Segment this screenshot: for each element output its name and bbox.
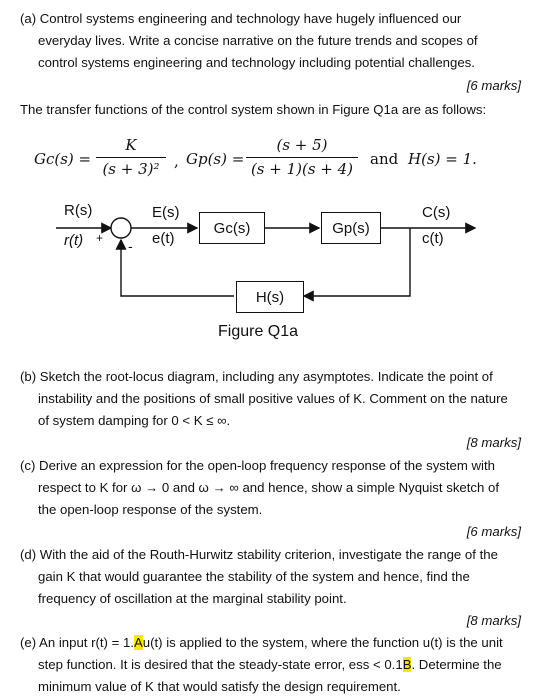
part-d-marks: [8 marks] [466, 613, 521, 628]
part-a-line2: everyday lives. Write a concise narrative on the future trends and scopes of [38, 33, 478, 48]
eq-and: and [370, 150, 399, 168]
c-t-label: c(t) [422, 230, 444, 247]
e-t-label: e(t) [152, 230, 175, 247]
gp-denominator: (s + 1)(s + 4) [250, 160, 354, 178]
part-e-line2-b: . Determine the [411, 657, 502, 672]
h-eq: H(s) = 1. [408, 150, 477, 168]
minus-sign: - [128, 238, 133, 254]
eq-comma: , [174, 152, 179, 170]
gp-fraction [246, 136, 358, 178]
gc-lhs: Gc(s) = [34, 150, 92, 168]
part-e [20, 632, 540, 698]
r-s-label: R(s) [64, 202, 93, 219]
part-e-line1-a: (e) An input r(t) = 1. [20, 635, 134, 650]
part-e-line1-b: u(t) is applied to the system, where the function u(t) is the unit [142, 635, 503, 650]
intro-text: The transfer functions of the control system shown in Figure Q1a are as follows: [20, 102, 487, 117]
part-d [20, 544, 540, 610]
figure-caption: Figure Q1a [218, 323, 299, 340]
part-b-line2: instability and the positions of small positive values of K. Comment on the nature [38, 391, 508, 406]
part-a-line1: (a) Control systems engineering and technology have hugely influenced our [20, 11, 462, 26]
gc-denominator: (s + 3)² [102, 160, 160, 178]
part-b-marks: [8 marks] [466, 435, 521, 450]
part-b [20, 366, 540, 432]
c-s-label: C(s) [422, 204, 451, 221]
part-a [20, 8, 540, 74]
part-d-line3: frequency of oscillation at the marginal stability point. [38, 591, 347, 606]
highlight-b: B [402, 657, 412, 672]
gp-block: Gp(s) [321, 212, 381, 244]
r-t-label: r(t) [64, 232, 84, 249]
gc-block: Gc(s) [199, 212, 265, 244]
gc-fraction [96, 136, 166, 178]
part-e-line3: minimum value of K that would satisfy the design requirement. [38, 679, 401, 694]
highlight-a: A [133, 635, 143, 650]
part-d-line2: gain K that would guarantee the stability of the system and hence, find the [38, 569, 470, 584]
summing-junction [111, 218, 131, 238]
part-c-line2: respect to K for ω → 0 and ω → ∞ and hence, show a simple Nyquist sketch of [38, 480, 499, 495]
part-e-line2-a: step function. It is desired that the steady-state error, ess < 0.1 [38, 657, 403, 672]
part-a-marks: [6 marks] [466, 78, 521, 93]
gp-lhs: Gp(s) = [186, 150, 245, 168]
gc-numerator: K [96, 136, 166, 158]
plus-sign: + [96, 231, 104, 245]
part-c-marks: [6 marks] [466, 524, 521, 539]
h-block: H(s) [236, 281, 304, 313]
gp-numerator: (s + 5) [246, 136, 358, 158]
part-a-line3: control systems engineering and technology including potential challenges. [38, 55, 475, 70]
part-e-line2 [20, 654, 540, 676]
part-b-line1: (b) Sketch the root-locus diagram, including any asymptotes. Indicate the point of [20, 369, 493, 384]
figure-q1a [0, 190, 551, 355]
part-b-line3: of system damping for 0 < K ≤ ∞. [38, 413, 231, 428]
part-d-line1: (d) With the aid of the Routh-Hurwitz stability criterion, investigate the range of the [20, 547, 498, 562]
e-s-label: E(s) [152, 204, 180, 221]
part-c-line3: the open-loop response of the system. [38, 502, 263, 517]
feedback-path-left [121, 240, 234, 296]
part-c [20, 455, 540, 521]
part-c-line1: (c) Derive an expression for the open-loop frequency response of the system with [20, 458, 495, 473]
